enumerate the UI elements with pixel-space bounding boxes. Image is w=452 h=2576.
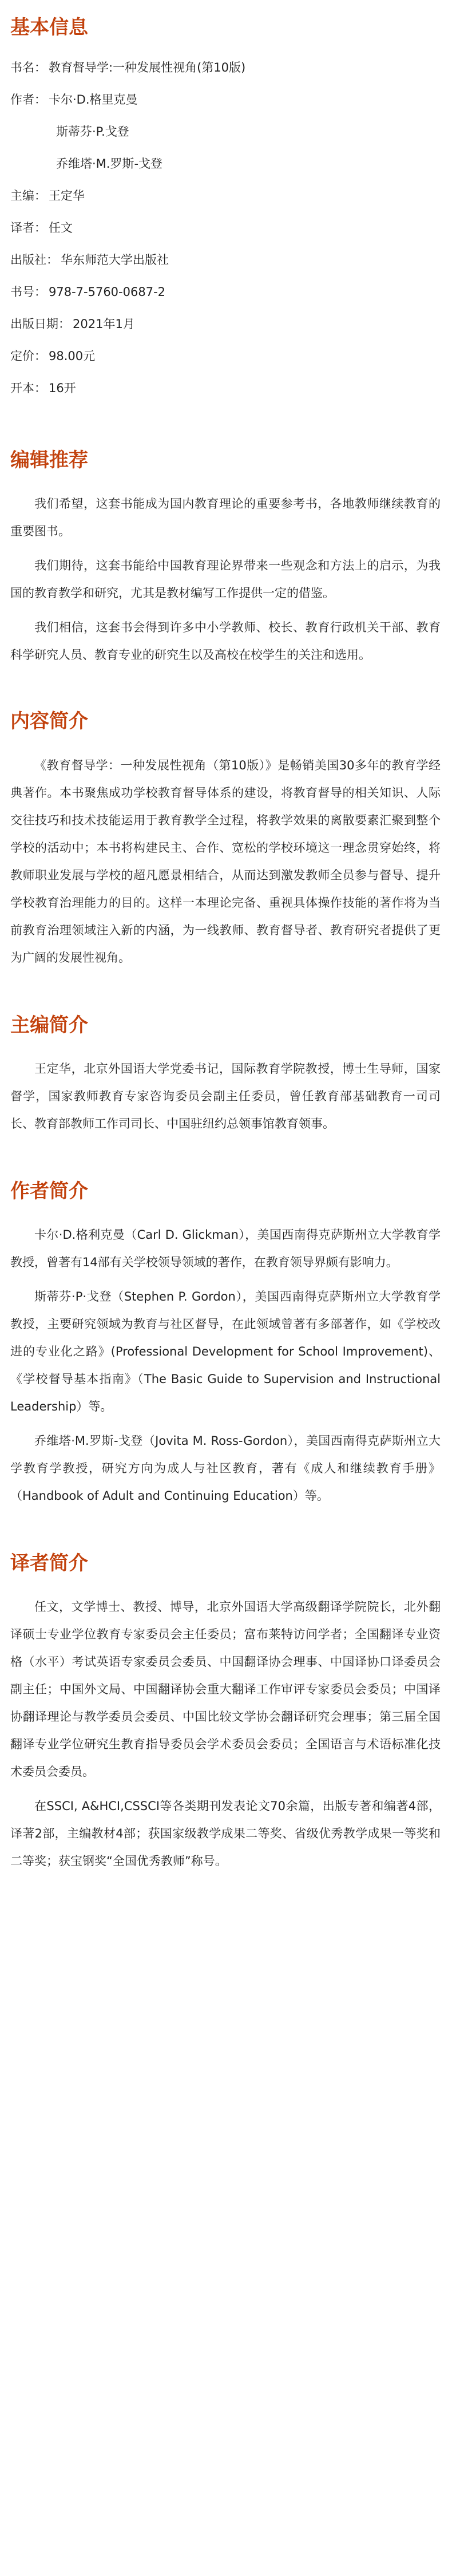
info-value: 教育督导学:一种发展性视角(第10版) (49, 61, 246, 75)
info-value: 16开 (49, 381, 76, 396)
translator-section (10, 1551, 441, 1875)
paragraph: 卡尔·D.格利克曼（Carl D. Glickman），美国西南得克萨斯州立大学教育学教授，曾著有14部有关学校领导领域的著作，在教育领导界颇有影响力。 (10, 1227, 441, 1269)
translator-heading: 译者简介 (10, 1551, 88, 1575)
info-value: 任文 (49, 221, 73, 235)
info-label: 作者： (10, 93, 46, 107)
info-row-editor (10, 185, 441, 206)
authors-section (10, 1179, 441, 1510)
chief-editor-heading: 主编简介 (10, 1013, 88, 1037)
info-value: 98.00元 (49, 349, 96, 364)
paragraph: 王定华，北京外国语大学党委书记，国际教育学院教授，博士生导师，国家督学，国家教师教育专家咨询委员会副主任委员，曾任教育部基础教育一司司长、教育部教师工作司司长、中国驻纽约总领事馆教育领事。 (10, 1061, 441, 1131)
info-row-price (10, 346, 441, 366)
editor-recommendation-section (10, 448, 441, 669)
info-value: 斯蒂芬·P.戈登 (56, 125, 129, 139)
info-value: 华东师范大学出版社 (61, 253, 169, 267)
info-row-translator (10, 218, 441, 238)
info-row-format (10, 378, 441, 398)
basic-info-heading: 基本信息 (10, 16, 88, 39)
info-row-date (10, 314, 441, 334)
authors-heading: 作者简介 (10, 1179, 88, 1203)
info-row-author (10, 89, 441, 110)
info-row-isbn (10, 282, 441, 302)
info-row-publisher (10, 250, 441, 270)
info-value: 王定华 (49, 189, 85, 203)
content-summary-heading: 内容简介 (10, 710, 88, 733)
basic-info-section (10, 15, 441, 398)
editor-recommendation-heading: 编辑推荐 (10, 449, 88, 472)
info-label: 书名： (10, 61, 46, 75)
paragraph: 斯蒂芬·P·戈登（Stephen P. Gordon），美国西南得克萨斯州立大学教育学教授，主要研究领域为教育与社区督导，在此领域曾著有多部著作，如《学校改进的专业化之路》(Professional Development for School Improvement)、《学校督导基本指南》（The Basic Guide to Supervision and Instructional Leadership）等。 (10, 1289, 441, 1413)
info-value: 卡尔·D.格里克曼 (49, 93, 138, 107)
info-value: 乔维塔·M.罗斯-戈登 (56, 157, 163, 171)
info-label: 书号： (10, 285, 46, 299)
paragraph: 乔维塔·M.罗斯-戈登（Jovita M. Ross-Gordon），美国西南得克萨斯州立大学教育学教授，研究方向为成人与社区教育，著有《成人和继续教育手册》（Handbook of Adult and Continuing Education）等。 (10, 1433, 441, 1503)
info-label: 译者： (10, 221, 46, 235)
info-label: 出版社： (10, 253, 58, 267)
chief-editor-section (10, 1013, 441, 1137)
info-value: 978-7-5760-0687-2 (49, 285, 166, 299)
paragraph: 任文，文学博士、教授、博导，北京外国语大学高级翻译学院院长，北外翻译硕士专业学位教育专家委员会主任委员；富布莱特访问学者；全国翻译专业资格（水平）考试英语专家委员会委员、中国翻译协会理事、中国译协口译委员会副主任；中国外文局、中国翻译协会重大翻译工作审评专家委员会委员；中国译协翻译理论与教学委员会委员、中国比较文学协会翻译研究会理事；第三届全国翻译专业学位研究生教育指导委员会学术委员会委员；全国语言与术语标准化技术委员会委员。 (10, 1600, 441, 1779)
info-row-coauthor (10, 153, 441, 174)
info-label: 开本： (10, 381, 46, 396)
info-label: 定价： (10, 349, 46, 364)
paragraph: 我们相信，这套书会得到许多中小学教师、校长、教育行政机关干部、教育科学研究人员、教育专业的研究生以及高校在校学生的关注和选用。 (10, 621, 441, 662)
paragraph: 《教育督导学：一种发展性视角（第10版）》是畅销美国30多年的教育学经典著作。本书聚焦成功学校教育督导体系的建设，将教育督导的相关知识、人际交往技巧和技术技能运用于教育教学全过程，将教学效果的离散要素汇聚到整个学校的活动中；本书将构建民主、合作、宽松的学校环境这一理念贯穿始终，将教师职业发展与学校的超凡愿景相结合，从而达到激发教师全员参与督导、提升学校教育治理能力的目的。这样一本理论完备、重视具体操作技能的著作将为当前教育治理领域注入新的内涵，为一线教师、教育督导者、教育研究者提供了更为广阔的发展性视角。 (10, 758, 441, 965)
info-list (10, 57, 441, 398)
paragraph: 我们希望，这套书能成为国内教育理论的重要参考书，各地教师继续教育的重要图书。 (10, 497, 441, 539)
content-summary-section (10, 709, 441, 971)
paragraph: 在SSCI, A&HCI,CSSCI等各类期刊发表论文70余篇，出版专著和编著4部，译著2部，主编教材4部；获国家级教学成果二等奖、省级优秀教学成果一等奖和二等奖；获宝钢奖“全国优秀教师”称号。 (10, 1799, 441, 1868)
info-row-title (10, 57, 441, 78)
info-row-coauthor (10, 121, 441, 142)
paragraph: 我们期待，这套书能给中国教育理论界带来一些观念和方法上的启示，为我国的教育教学和研究，尤其是教材编写工作提供一定的借鉴。 (10, 559, 441, 600)
info-value: 2021年1月 (73, 317, 135, 331)
info-label: 主编： (10, 189, 46, 203)
info-label: 出版日期： (10, 317, 70, 331)
